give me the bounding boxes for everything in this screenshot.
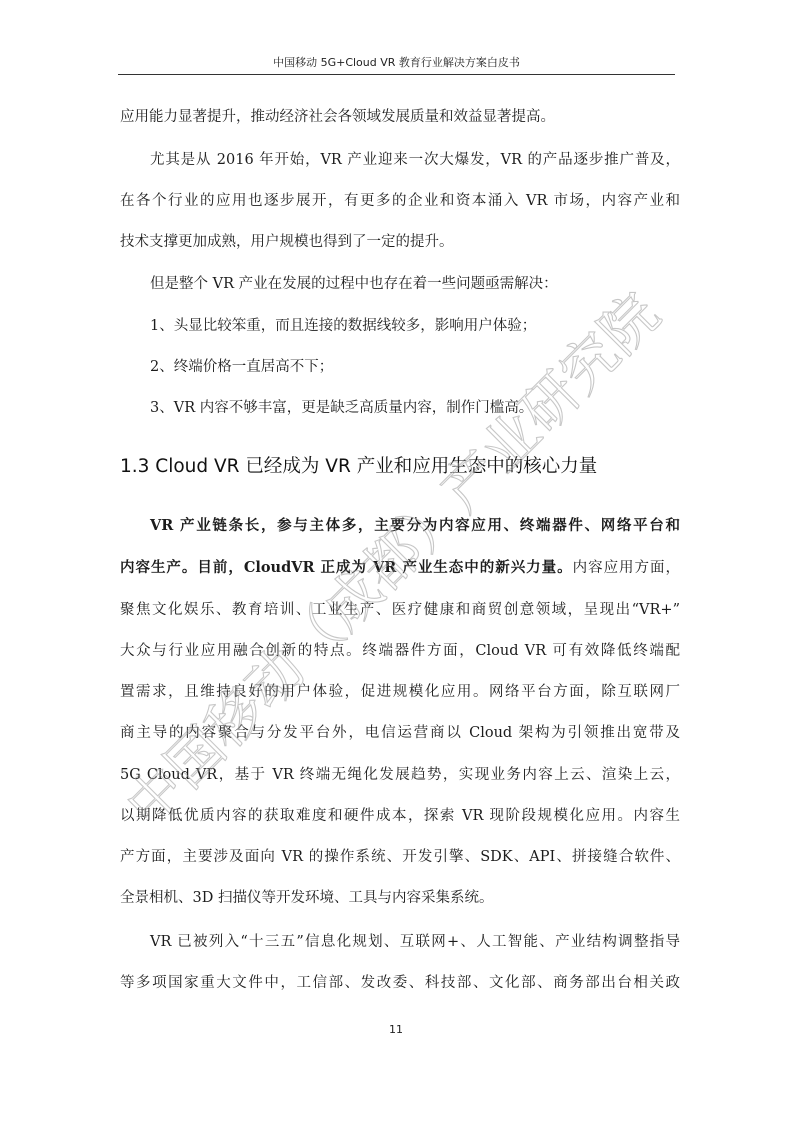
paragraph-line: 产方面，主要涉及面向 VR 的操作系统、开发引擎、SDK、API、拼接缝合软件、	[120, 849, 680, 865]
paragraph-line: 但是整个 VR 产业在发展的过程中也存在着一些问题亟需解决：	[150, 276, 558, 292]
bold-text: VR 产业链条长，参与主体多，主要分为内容应用、终端器件、网络平台和	[150, 517, 680, 534]
paragraph-line: 等多项国家重大文件中，工信部、发改委、科技部、文化部、商务部出台相关政	[120, 975, 680, 991]
paragraph-line: 置需求，且维持良好的用户体验，促进规模化应用。网络平台方面，除互联网厂	[120, 684, 680, 700]
bold-line	[150, 512, 680, 540]
body-text: 内容应用方面，	[572, 560, 680, 576]
paragraph-line: 聚焦文化娱乐、教育培训、工业生产、医疗健康和商贸创意领域，呈现出“VR+”	[120, 602, 680, 618]
list-item: 3、VR 内容不够丰富，更是缺乏高质量内容，制作门槛高。	[150, 400, 534, 416]
paragraph-line: 大众与行业应用融合创新的特点。终端器件方面，Cloud VR 可有效降低终端配	[120, 643, 680, 659]
paragraph-line: 以期降低优质内容的获取难度和硬件成本，探索 VR 现阶段规模化应用。内容生	[120, 808, 680, 824]
paragraph-line: 5G Cloud VR，基于 VR 终端无绳化发展趋势，实现业务内容上云、渲染上云，	[120, 767, 680, 783]
bold-text: 内容生产。目前，CloudVR 正成为 VR 产业生态中的新兴力量。	[120, 559, 573, 576]
header-rule	[118, 74, 675, 75]
paragraph-line: 商主导的内容聚合与分发平台外，电信运营商以 Cloud 架构为引领推出宽带及	[120, 725, 680, 741]
list-item: 1、头显比较笨重，而且连接的数据线较多，影响用户体验；	[150, 318, 537, 334]
page-number: 11	[389, 1023, 403, 1036]
paragraph-line: 在各个行业的应用也逐步展开，有更多的企业和资本涌入 VR 市场，内容产业和	[120, 193, 680, 209]
paragraph-line: 技术支撑更加成熟，用户规模也得到了一定的提升。	[120, 234, 454, 250]
paragraph-line: VR 已被列入“十三五”信息化规划、互联网+、人工智能、产业结构调整指导	[150, 934, 680, 950]
section-heading: 1.3 Cloud VR 已经成为 VR 产业和应用生态中的核心力量	[120, 456, 598, 477]
paragraph-line: 尤其是从 2016 年开始，VR 产业迎来一次大爆发，VR 的产品逐步推广普及，	[150, 152, 680, 168]
watermark-text: 中国移动（成都）产业研究院	[113, 281, 673, 840]
running-header: 中国移动 5G+Cloud VR 教育行业解决方案白皮书	[273, 56, 520, 69]
list-item: 2、终端价格一直居高不下；	[150, 359, 334, 375]
paragraph-line: 应用能力显著提升，推动经济社会各领域发展质量和效益显著提高。	[120, 109, 555, 125]
paragraph-line	[120, 554, 680, 582]
paragraph-line: 全景相机、3D 扫描仪等开发环境、工具与内容采集系统。	[120, 890, 494, 906]
